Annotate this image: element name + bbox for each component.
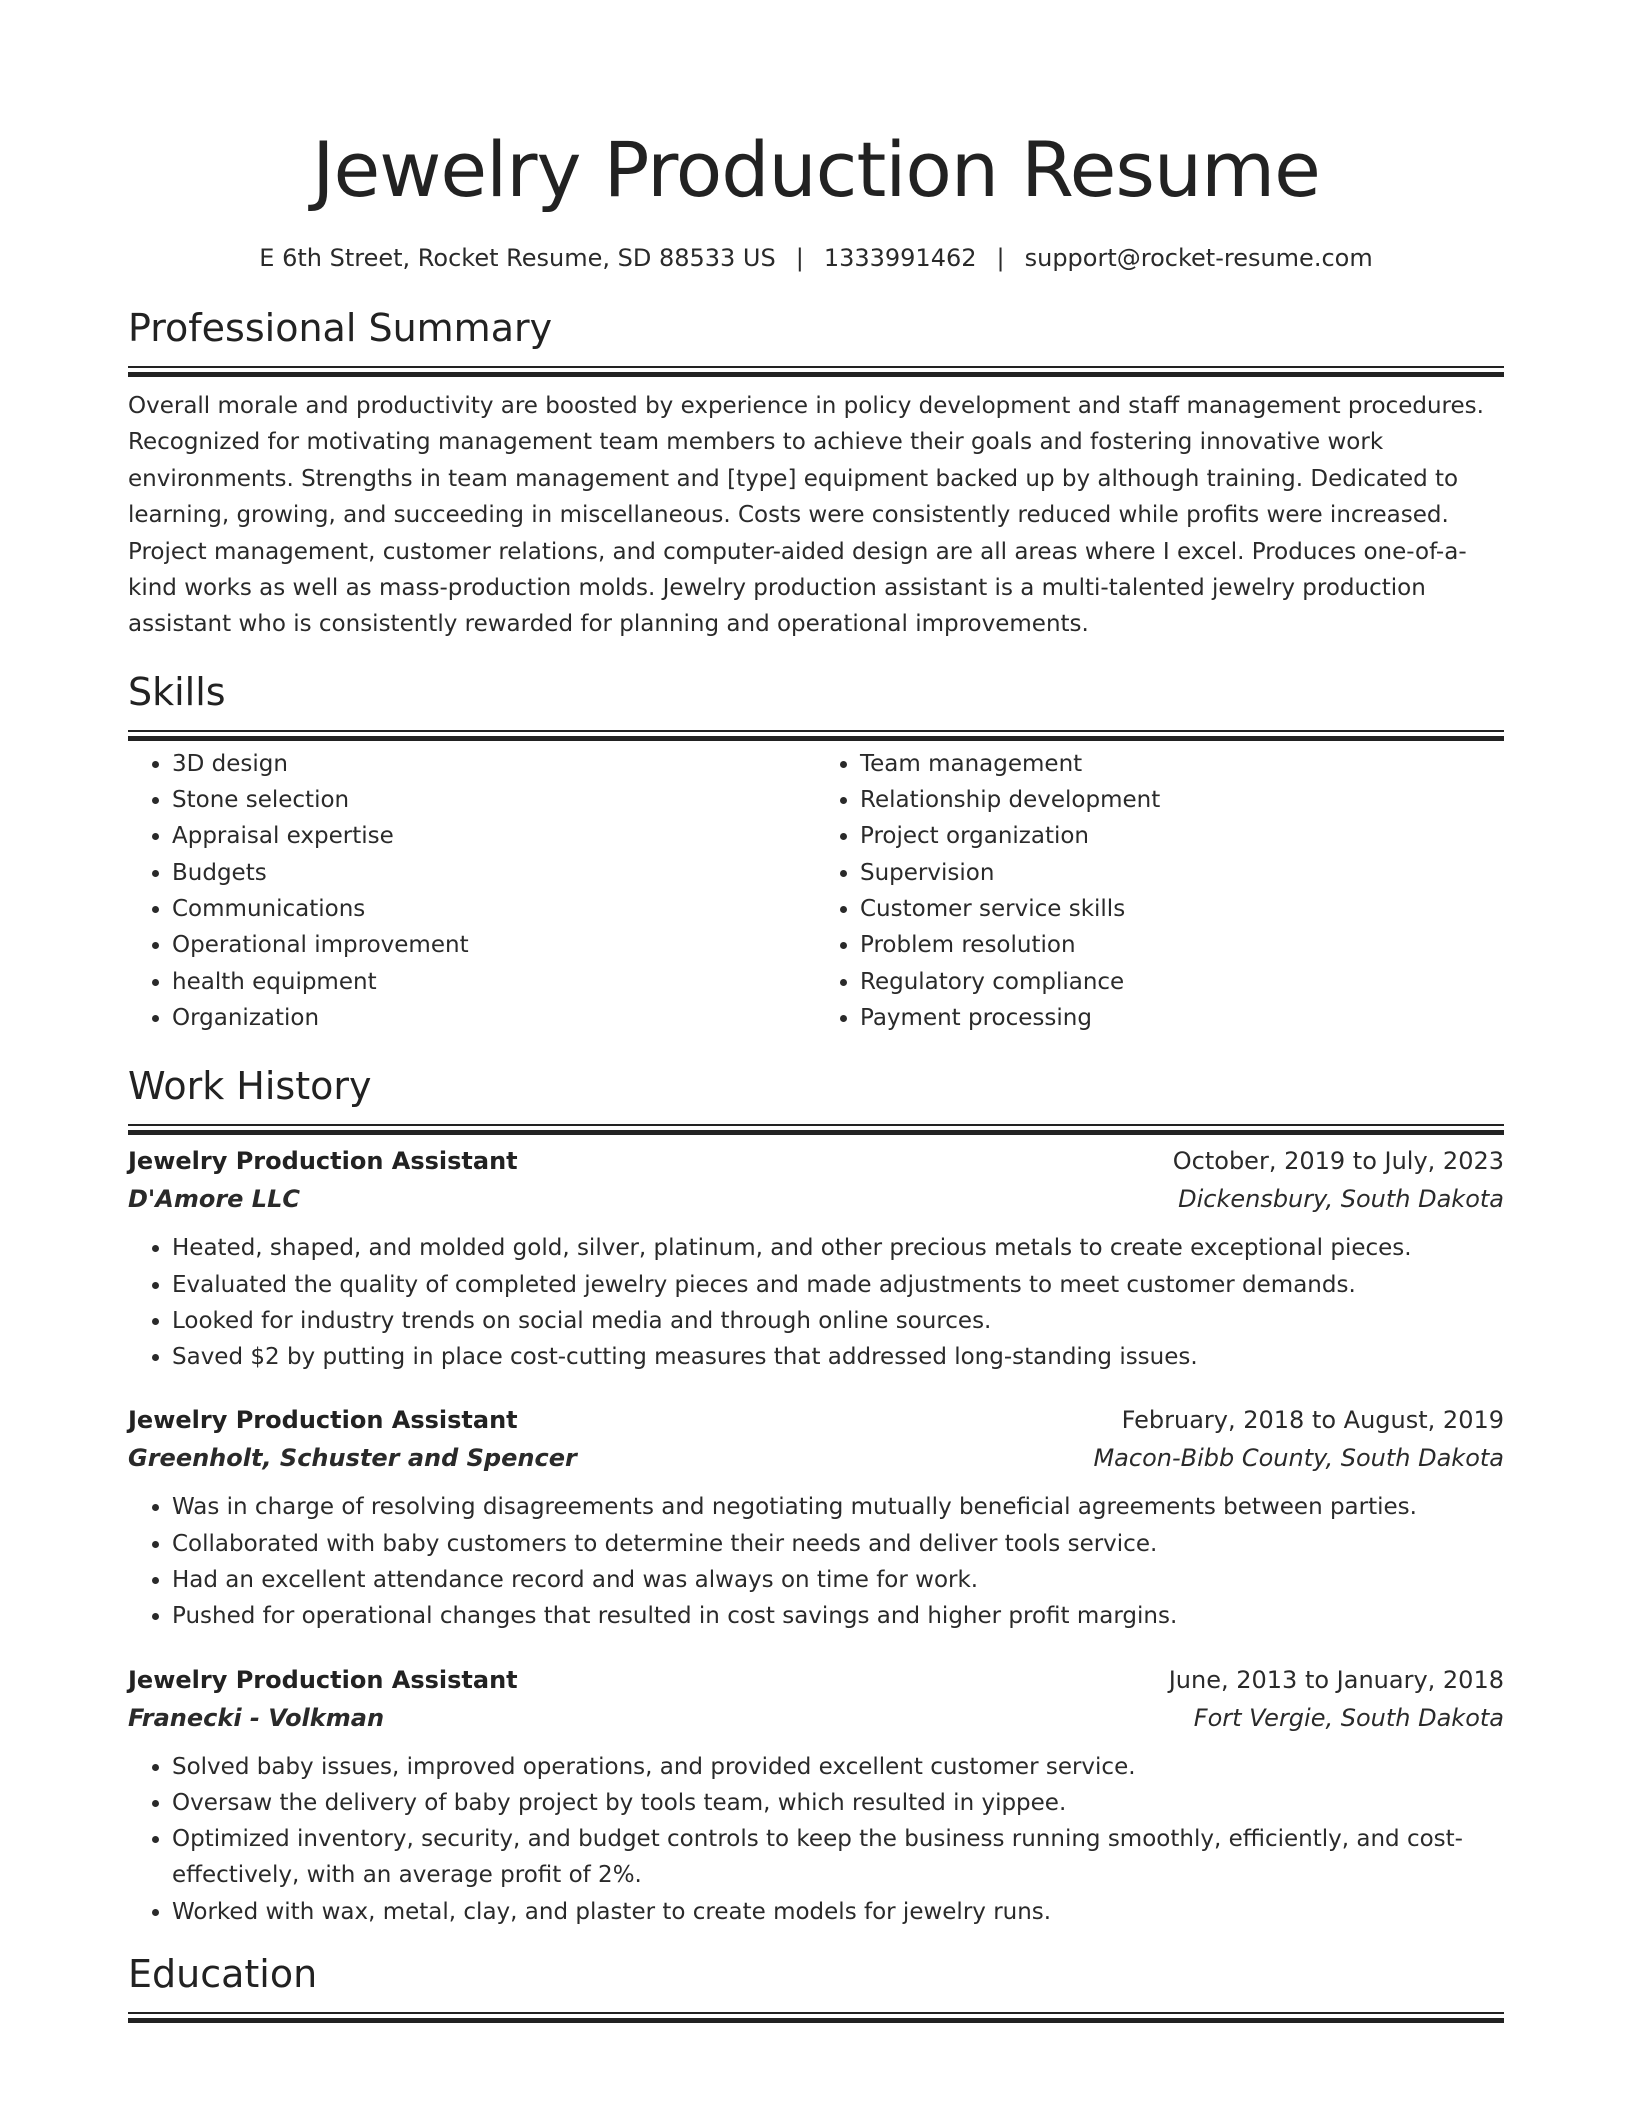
- skill-item: • Project organization: [860, 818, 1504, 854]
- job-bullets: [128, 1489, 1504, 1634]
- resume-page: [128, 0, 1504, 2014]
- skills-list-right: [816, 746, 1504, 1036]
- contact-line: [128, 242, 1504, 274]
- contact-address: E 6th Street, Rocket Resume, SD 88533 US: [259, 244, 776, 272]
- skills-section: [128, 668, 1504, 1036]
- contact-email: support@rocket-resume.com: [1024, 244, 1373, 272]
- job-bullet: • Solved baby issues, improved operations, and provided excellent customer service.: [172, 1749, 1504, 1785]
- job-dates: February, 2018 to August, 2019: [1121, 1406, 1504, 1435]
- skill-item: • Regulatory compliance: [860, 964, 1504, 1000]
- skill-item: • Organization: [172, 1000, 816, 1036]
- job-bullet: • Had an excellent attendance record and was always on time for work.: [172, 1562, 1504, 1598]
- job-bullet: • Collaborated with baby customers to determine their needs and deliver tools service.: [172, 1526, 1504, 1562]
- summary-text: Overall morale and productivity are boosted by experience in policy development and staff management procedures. Recognized for motivating management team members to achieve their goals and fostering innovative work environments. Strengths in team management and [type] equipment backed up by although training. Dedicated to learning, growing, and succeeding in miscellaneous. Costs were consistently reduced while profits were increased. Project management, customer relations, and computer-aided design are all areas where I excel. Produces one-of-a-kind works as well as mass-production molds. Jewelry production assistant is a multi-talented jewelry production assistant who is consistently rewarded for planning and operational improvements.: [128, 393, 1484, 638]
- skill-item: • Appraisal expertise: [172, 818, 816, 854]
- job-header-row: [128, 1661, 1504, 1699]
- section-heading-education: Education: [128, 1952, 318, 1997]
- job-header-row: [128, 1401, 1504, 1439]
- contact-separator: |: [996, 244, 1005, 272]
- job-dates: October, 2019 to July, 2023: [1172, 1147, 1504, 1176]
- section-divider: [128, 1124, 1504, 1126]
- job-bullet: • Oversaw the delivery of baby project by tools team, which resulted in yippee.: [172, 1785, 1504, 1821]
- job-header-row: [128, 1142, 1504, 1180]
- job-bullet: • Was in charge of resolving disagreements and negotiating mutually beneficial agreements between parties.: [172, 1489, 1504, 1525]
- skill-item: • Budgets: [172, 855, 816, 891]
- job-entry: [128, 1661, 1504, 1930]
- job-entry: [128, 1401, 1504, 1634]
- skills-list-left: [128, 746, 816, 1036]
- skill-item: • Team management: [860, 746, 1504, 782]
- job-bullet: • Looked for industry trends on social media and through online sources.: [172, 1303, 1504, 1339]
- skills-columns: [128, 746, 1504, 1036]
- skill-item: • Problem resolution: [860, 927, 1504, 963]
- job-company-row: [128, 1699, 1504, 1737]
- job-entry: [128, 1142, 1504, 1375]
- skill-item: • Operational improvement: [172, 927, 816, 963]
- skill-item: • Communications: [172, 891, 816, 927]
- section-divider: [128, 366, 1504, 368]
- job-location: Fort Vergie, South Dakota: [1193, 1703, 1504, 1732]
- skill-item: • Customer service skills: [860, 891, 1504, 927]
- skill-item: • Supervision: [860, 855, 1504, 891]
- section-heading-summary: Professional Summary: [128, 306, 553, 350]
- job-company: D'Amore LLC: [128, 1185, 301, 1214]
- job-bullet: • Saved $2 by putting in place cost-cutting measures that addressed long-standing issues.: [172, 1339, 1504, 1375]
- job-company: Franecki - Volkman: [128, 1703, 385, 1732]
- skill-item: • 3D design: [172, 746, 816, 782]
- job-title: Jewelry Production Assistant: [128, 1665, 518, 1694]
- section-heading-skills: Skills: [128, 669, 226, 714]
- job-location: Dickensbury, South Dakota: [1178, 1185, 1504, 1214]
- section-divider: [128, 2012, 1504, 2014]
- job-company-row: [128, 1180, 1504, 1218]
- job-title: Jewelry Production Assistant: [128, 1147, 518, 1176]
- skill-item: • Relationship development: [860, 782, 1504, 818]
- job-dates: June, 2013 to January, 2018: [1168, 1665, 1504, 1694]
- summary-section: [128, 304, 1504, 643]
- skill-item: • Payment processing: [860, 1000, 1504, 1036]
- job-location: Macon-Bibb County, South Dakota: [1093, 1444, 1504, 1473]
- education-section: [128, 1950, 1504, 2014]
- skill-item: • health equipment: [172, 964, 816, 1000]
- job-bullet: • Pushed for operational changes that resulted in cost savings and higher profit margins.: [172, 1598, 1504, 1634]
- contact-separator: |: [795, 244, 804, 272]
- job-bullet: • Evaluated the quality of completed jewelry pieces and made adjustments to meet customer demands.: [172, 1267, 1504, 1303]
- job-bullet: • Worked with wax, metal, clay, and plaster to create models for jewelry runs.: [172, 1894, 1504, 1930]
- job-bullet: • Optimized inventory, security, and budget controls to keep the business running smoothly, efficiently, and cost-effectively, with an average profit of 2%.: [172, 1821, 1504, 1894]
- section-heading-work-history: Work History: [128, 1064, 372, 1109]
- job-company-row: [128, 1439, 1504, 1477]
- job-company: Greenholt, Schuster and Spencer: [128, 1444, 577, 1473]
- resume-title: Jewelry Production Resume: [312, 125, 1320, 214]
- section-divider: [128, 730, 1504, 732]
- contact-phone: 1333991462: [823, 244, 977, 272]
- skill-item: • Stone selection: [172, 782, 816, 818]
- work-history-section: [128, 1062, 1504, 1930]
- job-bullet: • Heated, shaped, and molded gold, silver, platinum, and other precious metals to create exceptional pieces.: [172, 1230, 1504, 1266]
- job-bullets: [128, 1230, 1504, 1375]
- job-title: Jewelry Production Assistant: [128, 1406, 518, 1435]
- job-bullets: [128, 1749, 1504, 1930]
